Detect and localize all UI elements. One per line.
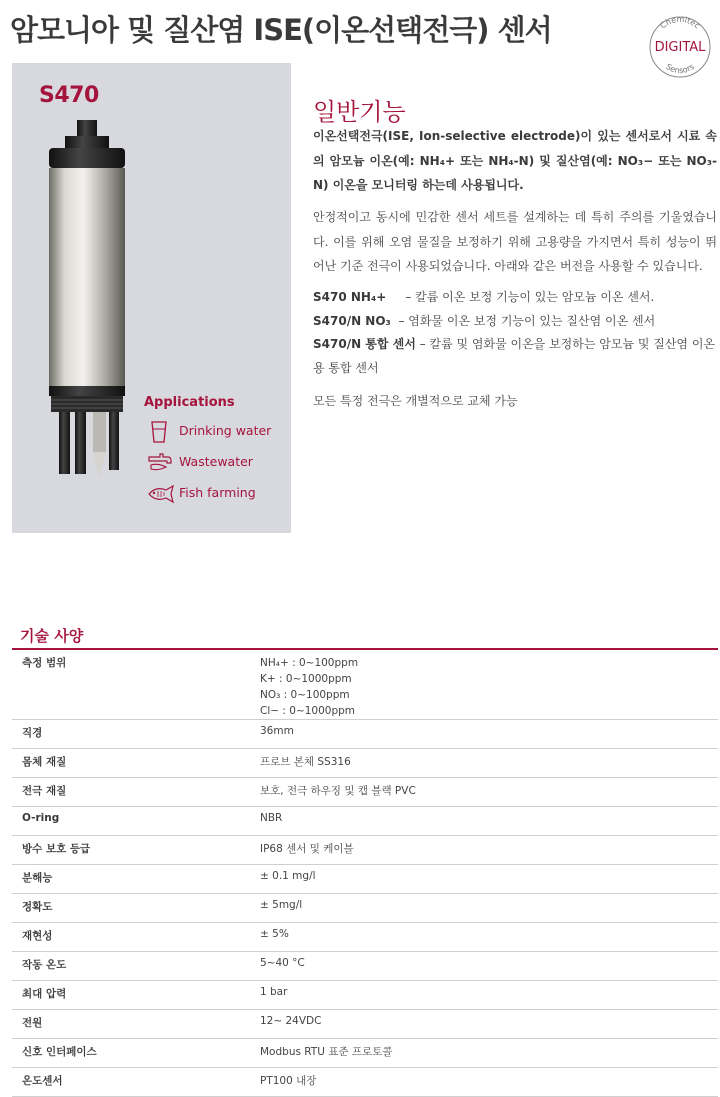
version-name: S470/N 통합 센서 (313, 337, 416, 351)
spec-label: 방수 보호 등급 (12, 836, 254, 865)
description-paragraph: 안정적이고 동시에 민감한 센서 세트를 설계하는 데 특히 주의를 기울였습니다. 이를 위해 오염 물질을 보정하기 위해 고용량을 가지면서 특히 성능이 뛰어난 기준 전극이 사용되었습니다. 아래와 같은 버전을 사용할 수 있습니다. (313, 210, 717, 273)
spec-value: ± 5% (254, 923, 718, 952)
version-item (313, 310, 717, 334)
table-row (12, 749, 718, 778)
table-row (12, 1010, 718, 1039)
version-desc: – 칼륨 및 염화물 이온을 보정하는 암모늄 및 질산염 이온용 통합 센서 (313, 337, 716, 375)
table-row (12, 923, 718, 952)
spec-value: NBR (254, 807, 718, 836)
spec-value: NH₄+ : 0~100ppm K+ : 0~1000ppm NO₃ : 0~100ppm Cl− : 0~1000ppm (254, 650, 718, 720)
logo-main-text: DIGITAL (654, 40, 706, 55)
version-item (313, 333, 717, 380)
spec-value: PT100 내장 (254, 1068, 718, 1097)
version-name: S470 NH₄+ (313, 290, 387, 304)
spec-label: 신호 인터페이스 (12, 1039, 254, 1068)
table-row (12, 981, 718, 1010)
svg-text:Chemitec (658, 15, 701, 31)
application-fish-farming (146, 482, 286, 506)
application-label: Drinking water (179, 423, 272, 438)
spec-label: 정확도 (12, 894, 254, 923)
spec-value: 12~ 24VDC (254, 1010, 718, 1039)
spec-value: Modbus RTU 표준 프로토콜 (254, 1039, 718, 1068)
tap-icon (146, 451, 174, 475)
table-row (12, 807, 718, 836)
spec-value: 36mm (254, 720, 718, 749)
application-drinking-water (146, 420, 286, 444)
version-name: S470/N NO₃ (313, 313, 391, 328)
spec-label: 몸체 재질 (12, 749, 254, 778)
spec-label: 온도센서 (12, 1068, 254, 1097)
spec-label: 전원 (12, 1010, 254, 1039)
version-desc: – 염화물 이온 보정 기능이 있는 질산염 이온 센서 (398, 313, 656, 328)
spec-value: 프로브 본체 SS316 (254, 749, 718, 778)
version-item (313, 286, 717, 310)
spec-value: ± 0.1 mg/l (254, 865, 718, 894)
specs-heading: 기술 사양 (20, 627, 84, 645)
chemitec-digital-logo (645, 12, 715, 82)
table-row (12, 720, 718, 749)
glass-icon (146, 420, 172, 444)
spec-label: 작동 온도 (12, 952, 254, 981)
table-row (12, 894, 718, 923)
spec-value: 5~40 °C (254, 952, 718, 981)
spec-value: IP68 센서 및 케이블 (254, 836, 718, 865)
application-wastewater (146, 451, 286, 475)
spec-label: 직경 (12, 720, 254, 749)
table-row (12, 836, 718, 865)
sensor-probe-image (37, 118, 137, 483)
logo-top-text: Chemitec (658, 14, 702, 31)
table-row (12, 865, 718, 894)
spec-label: 측정 범위 (12, 650, 254, 720)
applications-title: Applications (144, 395, 235, 410)
spec-label: 재현성 (12, 923, 254, 952)
spec-value: 1 bar (254, 981, 718, 1010)
svg-text:Sensors (664, 62, 696, 75)
spec-label: 분해능 (12, 865, 254, 894)
intro-paragraph: 이온선택전극(ISE, Ion-selective electrode)이 있는 센서로서 시료 속의 암모늄 이온(예: NH₄+ 또는 NH₄-N) 및 질산염(예: NO₃− 또는 NO₃-N) 이온을 모니터링 하는데 사용됩니다. (313, 129, 717, 192)
product-panel (12, 63, 291, 533)
general-features-heading: 일반기능 (313, 98, 406, 126)
spec-label: 최대 압력 (12, 981, 254, 1010)
table-row (12, 778, 718, 807)
page-title: 암모니아 및 질산염 ISE(이온선택전극) 센서 (10, 13, 552, 47)
version-desc: – 칼륨 이온 보정 기능이 있는 암모늄 이온 센서. (405, 290, 655, 304)
spec-value: ± 5mg/l (254, 894, 718, 923)
table-row (12, 952, 718, 981)
table-row (12, 1068, 718, 1097)
spec-label: O-ring (12, 807, 254, 836)
replacement-note: 모든 특정 전극은 개별적으로 교체 가능 (313, 394, 518, 408)
fish-icon (146, 482, 176, 506)
version-list (313, 286, 717, 380)
application-label: Wastewater (179, 454, 253, 469)
logo-bottom-text: Sensors (664, 62, 696, 76)
spec-value: 보호, 전극 하우징 및 캡 블랙 PVC (254, 778, 718, 807)
spec-label: 전극 재질 (12, 778, 254, 807)
table-row (12, 650, 718, 720)
application-label: Fish farming (179, 485, 256, 500)
specs-table (12, 650, 718, 1097)
model-label: S470 (39, 83, 99, 108)
